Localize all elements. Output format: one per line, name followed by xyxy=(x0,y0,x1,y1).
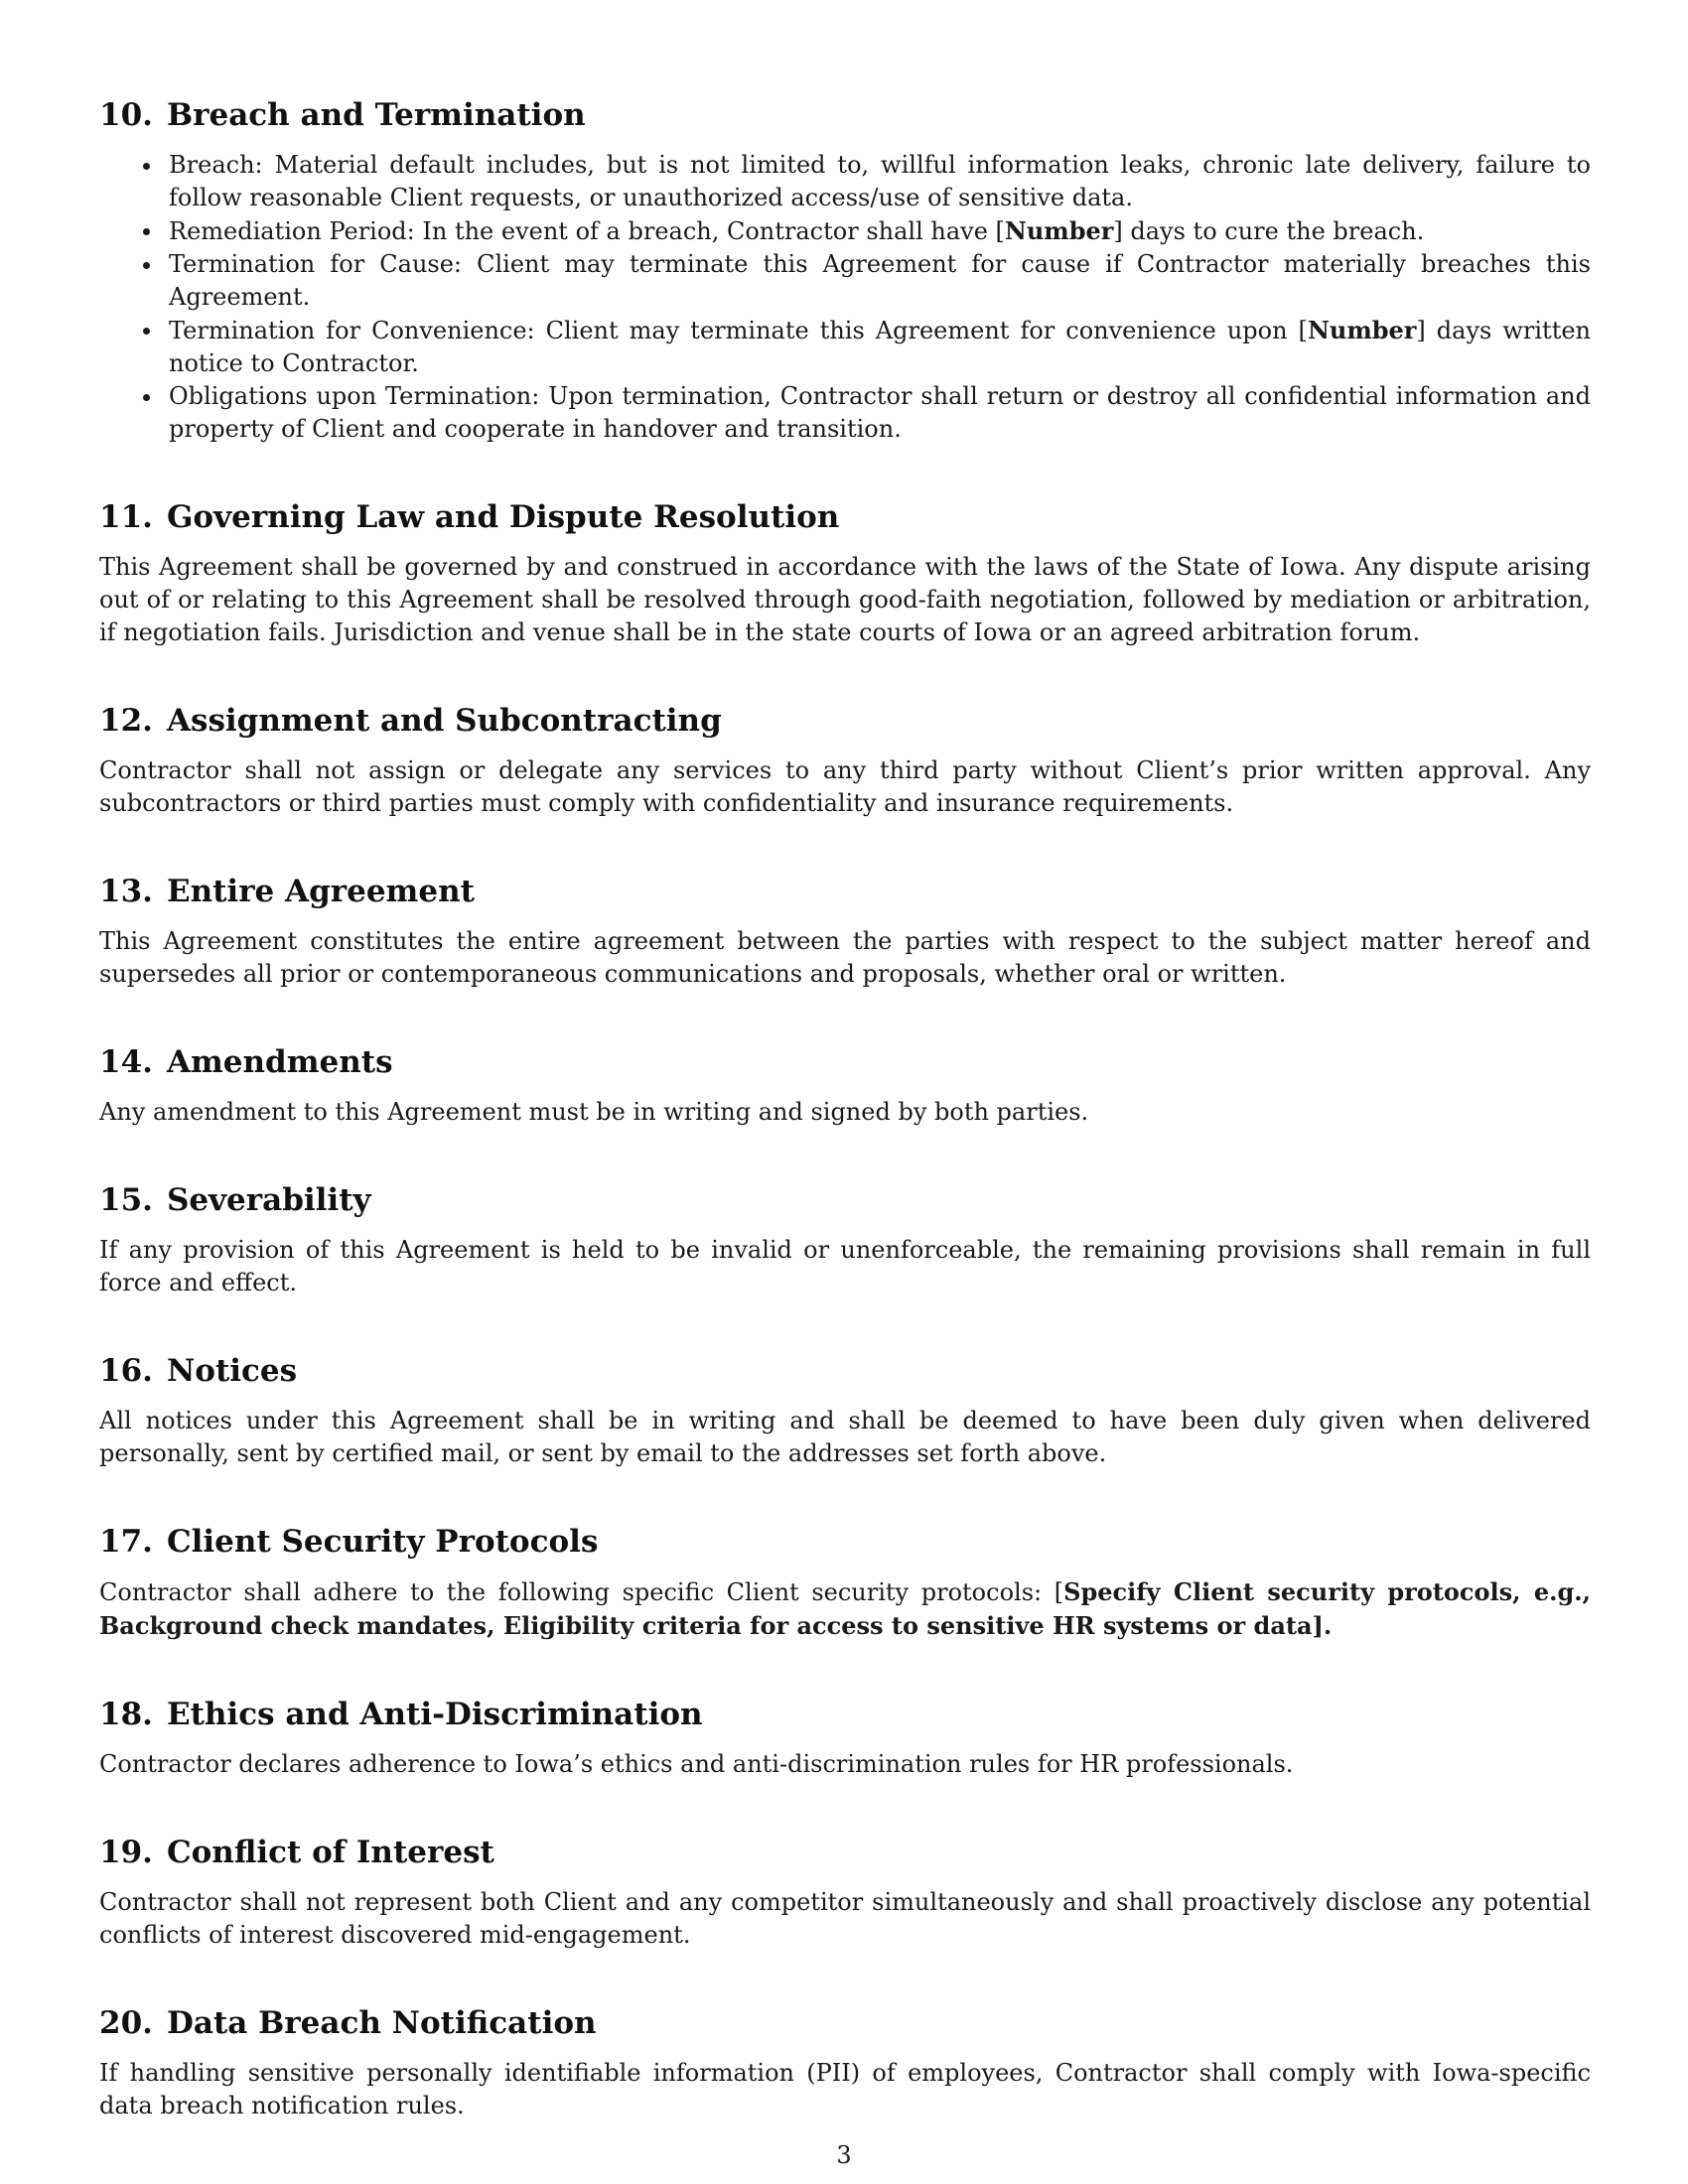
section-number: 18. xyxy=(99,1697,153,1732)
list-item-termination-convenience xyxy=(169,314,1591,380)
placeholder-number: Number xyxy=(1307,316,1417,344)
section-body: Contractor shall not assign or delegate any services to any third party without Client’s prior written approval. Any subcontractors or third parties must comply with confidentiality and insurance requirements. xyxy=(99,756,1591,817)
body-text: Contractor shall adhere to the following specific Client security protocols: [ xyxy=(99,1578,1064,1606)
section-heading xyxy=(99,1695,1591,1734)
section-number: 19. xyxy=(99,1835,153,1870)
section-client-security xyxy=(99,1522,1591,1643)
section-data-breach xyxy=(99,2003,1591,2122)
section-conflict-of-interest xyxy=(99,1833,1591,1952)
list-item-termination-cause: Termination for Cause: Client may terminate this Agreement for cause if Contractor materially breaches this Agreement. xyxy=(169,248,1591,314)
section-heading xyxy=(99,1180,1591,1220)
section-title: Entire Agreement xyxy=(166,874,475,909)
list-item-breach: Breach: Material default includes, but is not limited to, willful information leaks, chronic late delivery, failure to follow reasonable Client requests, or unauthorized access/use of sensitive data. xyxy=(169,149,1591,214)
section-number: 20. xyxy=(99,2005,153,2041)
section-title: Assignment and Subcontracting xyxy=(166,703,722,739)
section-title: Breach and Termination xyxy=(166,97,586,133)
section-heading xyxy=(99,1351,1591,1391)
section-heading xyxy=(99,95,1591,135)
section-number: 14. xyxy=(99,1044,153,1080)
section-title: Data Breach Notification xyxy=(166,2005,597,2041)
item-text: ] days to cure the breach. xyxy=(1113,217,1425,245)
section-title: Severability xyxy=(166,1182,371,1218)
section-amendments xyxy=(99,1042,1591,1129)
section-number: 13. xyxy=(99,874,153,909)
section-body: If handling sensitive personally identifiable information (PII) of employees, Contractor shall comply with Iowa-specific data breach notification rules. xyxy=(99,2059,1591,2119)
section-heading xyxy=(99,872,1591,911)
section-severability xyxy=(99,1180,1591,1299)
section-heading xyxy=(99,1522,1591,1562)
section-assignment xyxy=(99,701,1591,820)
section-body: Any amendment to this Agreement must be in writing and signed by both parties. xyxy=(99,1098,1089,1126)
body-text: ]. xyxy=(1312,1611,1333,1640)
section-heading xyxy=(99,701,1591,741)
section-number: 17. xyxy=(99,1524,153,1560)
section-body: This Agreement constitutes the entire agreement between the parties with respect to the subject matter hereof and supersedes all prior or contemporaneous communications and proposals, whether oral or written. xyxy=(99,927,1591,988)
section-number: 16. xyxy=(99,1353,153,1389)
item-text: ] days written notice to Contractor. xyxy=(169,317,1591,377)
section-heading xyxy=(99,2003,1591,2043)
list-item-remediation-period xyxy=(169,214,1591,248)
section-heading xyxy=(99,497,1591,537)
list-item-obligations-termination: Obligations upon Termination: Upon termination, Contractor shall return or destroy all confidential information and property of Client and cooperate in handover and transition. xyxy=(169,380,1591,446)
section-governing-law xyxy=(99,497,1591,649)
section-body xyxy=(99,1575,1591,1643)
section-body: This Agreement shall be governed by and construed in accordance with the laws of the State of Iowa. Any dispute arising out of or relating to this Agreement shall be resolved through good-faith negotiation, followed by mediation or arbitration, if negotiation fails. Jurisdiction and venue shall be in the state courts of Iowa or an agreed arbitration forum. xyxy=(99,553,1591,646)
section-entire-agreement xyxy=(99,872,1591,991)
section-title: Ethics and Anti-Discrimination xyxy=(166,1697,703,1732)
section-ethics xyxy=(99,1695,1591,1781)
section-number: 10. xyxy=(99,97,153,133)
section-number: 12. xyxy=(99,703,153,739)
placeholder-security-protocols: Specify Client security protocols, e.g., Background check mandates, Eligibility criteria for access to sensitive HR systems or data xyxy=(99,1577,1591,1640)
page-number: 3 xyxy=(836,2141,852,2169)
section-title: Governing Law and Dispute Resolution xyxy=(166,499,840,535)
section-body: All notices under this Agreement shall be in writing and shall be deemed to have been duly given when delivered personally, sent by certified mail, or sent by email to the addresses set forth above. xyxy=(99,1407,1591,1467)
section-heading xyxy=(99,1042,1591,1082)
section-title: Notices xyxy=(166,1353,298,1389)
section-body: Contractor shall not represent both Client and any competitor simultaneously and shall proactively disclose any potential conflicts of interest discovered mid-engagement. xyxy=(99,1888,1591,1949)
item-text: Remediation Period: In the event of a breach, Contractor shall have [ xyxy=(169,217,1005,245)
bullet-list xyxy=(99,149,1591,446)
section-body: If any provision of this Agreement is held to be invalid or unenforceable, the remaining provisions shall remain in full force and effect. xyxy=(99,1236,1591,1297)
section-breach-termination xyxy=(99,95,1591,446)
section-body: Contractor declares adherence to Iowa’s ethics and anti-discrimination rules for HR professionals. xyxy=(99,1750,1294,1778)
document-page xyxy=(99,95,1591,2174)
section-heading xyxy=(99,1833,1591,1872)
section-notices xyxy=(99,1351,1591,1470)
section-title: Client Security Protocols xyxy=(166,1524,599,1560)
section-title: Amendments xyxy=(166,1044,393,1080)
item-text: Termination for Convenience: Client may terminate this Agreement for convenience upon [ xyxy=(169,317,1308,344)
placeholder-number: Number xyxy=(1004,216,1114,245)
section-number: 15. xyxy=(99,1182,153,1218)
section-number: 11. xyxy=(99,499,153,535)
section-title: Conflict of Interest xyxy=(166,1835,494,1870)
